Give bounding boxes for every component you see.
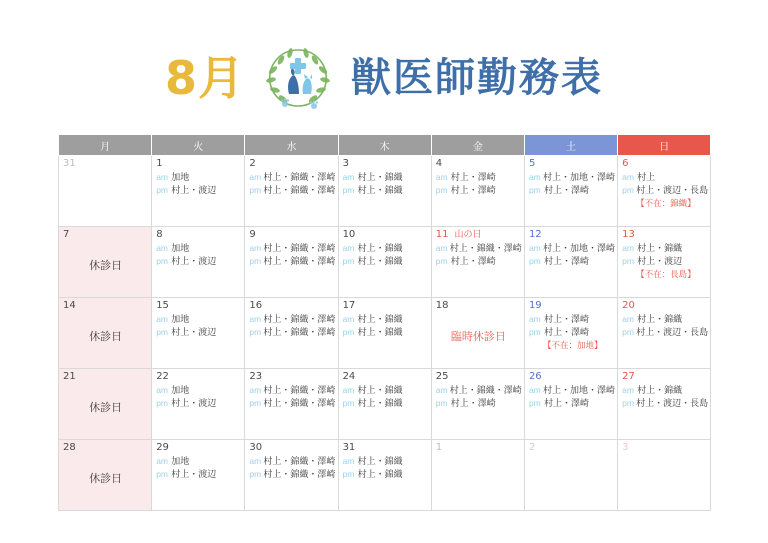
shift-staff-names: 村上・錦織・澤崎: [263, 186, 336, 196]
absence-note: 【不在：長島】: [636, 270, 696, 280]
shift-staff-names: 加地: [171, 315, 190, 325]
shift-period-label: am: [249, 172, 262, 182]
shift-row: [622, 255, 707, 268]
shift-staff-names: 村上・澤崎: [543, 399, 589, 409]
shift-row: [343, 171, 428, 184]
shift-staff-names: 加地: [171, 173, 190, 183]
calendar-day-cell[interactable]: [524, 227, 617, 298]
shift-period-label: pm: [622, 327, 634, 337]
shift-period-label: pm: [435, 185, 448, 195]
day-number: 22: [156, 371, 169, 382]
day-number: 15: [156, 300, 169, 311]
shift-row: [622, 397, 707, 410]
shift-period-label: pm: [342, 185, 355, 195]
day-number: 2: [528, 442, 536, 453]
shift-row: [249, 468, 334, 481]
shift-row: [343, 397, 428, 410]
shift-period-label: am: [342, 172, 355, 182]
shift-staff-names: 村上・錦織: [357, 244, 403, 254]
shift-row: [529, 313, 614, 326]
shift-period-label: am: [156, 385, 168, 395]
shift-staff-names: 村上・澤崎: [450, 173, 496, 183]
calendar-day-cell[interactable]: [152, 298, 245, 369]
shift-period-label: pm: [156, 185, 168, 195]
absence-note: 【不在：錦織】: [636, 199, 696, 209]
shift-row: [529, 171, 614, 184]
shift-staff-names: 村上・澤崎: [543, 257, 589, 267]
shift-period-label: am: [528, 172, 541, 182]
shift-period-label: am: [435, 243, 448, 253]
shift-period-label: pm: [342, 327, 355, 337]
shift-staff-names: 村上・加地・澤崎: [542, 244, 615, 254]
shift-period-label: am: [249, 243, 262, 253]
calendar-day-cell[interactable]: [524, 440, 617, 511]
weekday-header-sun: 日: [618, 135, 711, 156]
shift-period-label: am: [249, 385, 262, 395]
day-number: 9: [249, 229, 256, 240]
calendar-day-cell[interactable]: [59, 298, 152, 369]
temporary-closed-label: 臨時休診日: [450, 330, 506, 343]
month-title: 8月: [164, 51, 245, 105]
shift-staff-names: 村上・澤崎: [450, 257, 496, 267]
shift-staff-names: 加地: [171, 244, 190, 254]
shift-row: [249, 384, 334, 397]
shift-staff-names: 村上・錦織・澤崎: [263, 244, 336, 254]
shift-period-label: pm: [342, 469, 355, 479]
day-number: 24: [342, 371, 356, 382]
day-number: 14: [63, 300, 76, 311]
calendar-week-row: [59, 227, 711, 298]
shift-period-label: pm: [249, 398, 262, 408]
shift-row: [156, 455, 241, 468]
day-number: 17: [342, 300, 356, 311]
shift-staff-names: 村上・錦織: [637, 386, 683, 396]
calendar-day-cell[interactable]: [59, 440, 152, 511]
shift-staff-names: 村上・錦織・澤崎: [263, 470, 336, 480]
calendar-day-cell[interactable]: [524, 369, 617, 440]
shift-row: [436, 397, 521, 410]
day-number: 5: [528, 158, 536, 169]
shift-row: [436, 255, 521, 268]
shift-row: [156, 384, 241, 397]
shift-row: [436, 171, 521, 184]
shift-row: [156, 171, 241, 184]
shift-row: [156, 313, 241, 326]
shift-staff-names: 村上・加地・澤崎: [542, 173, 615, 183]
shift-period-label: am: [435, 172, 448, 182]
shift-staff-names: 村上・澤崎: [450, 399, 496, 409]
shift-row: [343, 184, 428, 197]
shift-period-label: am: [156, 314, 168, 324]
shift-row: [343, 468, 428, 481]
shift-period-label: pm: [528, 256, 541, 266]
day-number: 8: [156, 229, 163, 240]
closed-day-label: 休診日: [89, 472, 123, 485]
weekday-header-thu: 木: [338, 135, 431, 156]
shift-period-label: pm: [342, 398, 355, 408]
shift-row: [249, 313, 334, 326]
shift-row: [156, 326, 241, 339]
shift-staff-names: 村上・錦織・澤崎: [263, 399, 336, 409]
day-number: 13: [622, 229, 635, 240]
shift-period-label: pm: [156, 469, 168, 479]
day-number: 10: [342, 229, 356, 240]
shift-row: [249, 184, 334, 197]
shift-period-label: am: [342, 314, 355, 324]
calendar-day-cell[interactable]: [431, 156, 524, 227]
shift-row: [622, 242, 707, 255]
shift-row: [343, 455, 428, 468]
shift-staff-names: 村上・澤崎: [543, 186, 589, 196]
shift-staff-names: 加地: [171, 386, 190, 396]
dog-cat-wreath-logo: [259, 42, 337, 114]
shift-staff-names: 村上・澤崎: [543, 315, 589, 325]
shift-staff-names: 村上: [637, 173, 656, 183]
calendar-day-cell[interactable]: [152, 369, 245, 440]
calendar-day-cell[interactable]: [59, 227, 152, 298]
calendar-day-cell[interactable]: [245, 298, 338, 369]
shift-period-label: pm: [622, 398, 634, 408]
calendar-day-cell[interactable]: [245, 227, 338, 298]
shift-row: [622, 313, 707, 326]
calendar-body: [59, 156, 711, 511]
day-number: 21: [63, 371, 76, 382]
calendar-day-cell[interactable]: [338, 227, 431, 298]
calendar-day-cell[interactable]: [431, 298, 524, 369]
calendar-week-row: [59, 440, 711, 511]
shift-row: [249, 242, 334, 255]
schedule-calendar: [58, 134, 711, 511]
calendar-week-row: [59, 369, 711, 440]
calendar-day-cell[interactable]: [338, 298, 431, 369]
calendar-day-cell[interactable]: [152, 440, 245, 511]
calendar-day-cell[interactable]: [618, 369, 711, 440]
shift-row: [249, 326, 334, 339]
calendar-day-cell[interactable]: [524, 298, 617, 369]
shift-row: [622, 326, 707, 339]
shift-period-label: am: [342, 385, 355, 395]
closed-day-label: 休診日: [89, 259, 123, 272]
shift-staff-names: 村上・錦織: [637, 315, 683, 325]
day-number: 31: [63, 158, 76, 169]
shift-row: [156, 255, 241, 268]
shift-period-label: am: [342, 243, 355, 253]
shift-period-label: am: [528, 243, 541, 253]
shift-staff-names: 村上・錦織: [357, 399, 403, 409]
calendar-day-cell[interactable]: [338, 440, 431, 511]
calendar-day-cell[interactable]: [618, 298, 711, 369]
calendar-day-cell[interactable]: [431, 227, 524, 298]
day-number: 27: [622, 371, 635, 382]
day-number: 4: [435, 158, 443, 169]
shift-row: [249, 255, 334, 268]
shift-row: [249, 397, 334, 410]
shift-period-label: am: [622, 172, 634, 182]
shift-period-label: pm: [156, 327, 168, 337]
shift-row: [249, 171, 334, 184]
shift-staff-names: 村上・錦織・澤崎: [263, 457, 336, 467]
shift-period-label: pm: [249, 185, 262, 195]
calendar-day-cell[interactable]: [618, 156, 711, 227]
shift-period-label: am: [249, 456, 262, 466]
shift-row: [156, 184, 241, 197]
shift-row: [436, 184, 521, 197]
shift-row: [156, 468, 241, 481]
day-number: 7: [63, 229, 70, 240]
shift-row: [529, 255, 614, 268]
shift-staff-names: 村上・加地・澤崎: [542, 386, 615, 396]
calendar-day-cell[interactable]: [245, 156, 338, 227]
shift-staff-names: 村上・渡辺: [171, 470, 217, 480]
calendar-day-cell[interactable]: [245, 440, 338, 511]
shift-staff-names: 村上・錦織・澤崎: [449, 386, 522, 396]
shift-row: [529, 384, 614, 397]
weekday-header-tue: 火: [152, 135, 245, 156]
calendar-header-row: [59, 135, 711, 156]
day-number: 20: [622, 300, 635, 311]
shift-period-label: pm: [622, 256, 634, 266]
shift-period-label: am: [435, 385, 448, 395]
calendar-day-cell[interactable]: [152, 227, 245, 298]
shift-period-label: am: [528, 314, 541, 324]
shift-row: [436, 242, 521, 255]
weekday-header-fri: 金: [431, 135, 524, 156]
shift-row: [529, 397, 614, 410]
day-number: 11 山の日: [435, 229, 482, 240]
day-number: 31: [342, 442, 356, 453]
calendar-week-row: [59, 298, 711, 369]
shift-period-label: pm: [249, 327, 262, 337]
weekday-header-wed: 水: [245, 135, 338, 156]
shift-staff-names: 村上・錦織: [357, 186, 403, 196]
shift-period-label: pm: [249, 469, 262, 479]
weekday-header-mon: 月: [59, 135, 152, 156]
shift-staff-names: 村上・錦織: [357, 257, 403, 267]
shift-row: [343, 255, 428, 268]
calendar-day-cell[interactable]: [431, 369, 524, 440]
shift-period-label: am: [342, 456, 355, 466]
shift-row: [529, 242, 614, 255]
closed-day-label: 休診日: [89, 401, 123, 414]
shift-row: [343, 313, 428, 326]
day-number: 25: [435, 371, 449, 382]
shift-staff-names: 村上・渡辺・長島: [636, 328, 709, 338]
day-number: 3: [342, 158, 349, 169]
day-number: 3: [622, 442, 629, 453]
day-number: 1: [156, 158, 163, 169]
shift-period-label: am: [156, 456, 168, 466]
day-number: 1: [435, 442, 443, 453]
shift-period-label: am: [622, 385, 634, 395]
shift-staff-names: 村上・錦織・澤崎: [263, 257, 336, 267]
weekday-header-sat: 土: [524, 135, 617, 156]
shift-staff-names: 村上・錦織・澤崎: [263, 386, 336, 396]
shift-row: [622, 384, 707, 397]
shift-period-label: pm: [342, 256, 355, 266]
shift-period-label: pm: [622, 185, 634, 195]
calendar-day-cell[interactable]: [338, 156, 431, 227]
day-number: 28: [63, 442, 76, 453]
shift-period-label: pm: [435, 256, 448, 266]
shift-staff-names: 村上・錦織・澤崎: [263, 328, 336, 338]
closed-day-label: 休診日: [89, 330, 123, 343]
shift-period-label: pm: [528, 185, 541, 195]
shift-staff-names: 村上・錦織: [357, 470, 403, 480]
shift-row: [343, 384, 428, 397]
calendar-day-cell[interactable]: [59, 369, 152, 440]
absence-note: 【不在：加地】: [542, 341, 603, 351]
day-number: 26: [528, 371, 542, 382]
shift-staff-names: 村上・錦織: [357, 173, 403, 183]
day-number: 19: [528, 300, 542, 311]
shift-staff-names: 村上・渡辺・長島: [636, 186, 709, 196]
shift-staff-names: 村上・渡辺: [637, 257, 683, 267]
shift-staff-names: 村上・渡辺: [171, 186, 217, 196]
calendar-day-cell[interactable]: [618, 227, 711, 298]
calendar-day-cell[interactable]: [152, 156, 245, 227]
shift-staff-names: 村上・渡辺: [171, 257, 217, 267]
shift-row: [156, 242, 241, 255]
shift-period-label: pm: [528, 398, 541, 408]
day-number: 6: [622, 158, 629, 169]
shift-period-label: am: [249, 314, 262, 324]
shift-staff-names: 村上・澤崎: [543, 328, 589, 338]
calendar-day-cell[interactable]: [431, 440, 524, 511]
shift-period-label: pm: [249, 256, 262, 266]
shift-row: [622, 184, 707, 197]
shift-period-label: pm: [528, 327, 541, 337]
day-number: 23: [249, 371, 263, 382]
shift-row: [529, 184, 614, 197]
shift-period-label: pm: [156, 256, 168, 266]
shift-row: [343, 326, 428, 339]
day-number: 29: [156, 442, 169, 453]
shift-staff-names: 村上・渡辺: [171, 399, 217, 409]
shift-staff-names: 村上・錦織・澤崎: [263, 173, 336, 183]
shift-row: [622, 171, 707, 184]
shift-staff-names: 村上・錦織・澤崎: [449, 244, 522, 254]
shift-period-label: am: [528, 385, 541, 395]
shift-row: [436, 384, 521, 397]
page-title: 獣医師勤務表: [351, 55, 603, 101]
shift-row: [249, 455, 334, 468]
page-header: [0, 38, 768, 118]
day-number: 18: [435, 300, 449, 311]
calendar-week-row: [59, 156, 711, 227]
calendar-day-cell[interactable]: [338, 369, 431, 440]
shift-row: [343, 242, 428, 255]
calendar-day-cell[interactable]: [524, 156, 617, 227]
shift-row: [529, 326, 614, 339]
shift-staff-names: 村上・錦織: [357, 386, 403, 396]
shift-period-label: am: [156, 243, 168, 253]
shift-period-label: am: [622, 243, 634, 253]
shift-period-label: am: [622, 314, 634, 324]
shift-period-label: pm: [435, 398, 448, 408]
shift-staff-names: 村上・錦織: [637, 244, 683, 254]
shift-staff-names: 加地: [171, 457, 190, 467]
calendar-day-cell[interactable]: [245, 369, 338, 440]
shift-staff-names: 村上・錦織: [357, 457, 403, 467]
shift-staff-names: 村上・錦織: [357, 315, 403, 325]
calendar-day-cell[interactable]: [618, 440, 711, 511]
holiday-note: 山の日: [454, 230, 482, 240]
calendar-day-cell[interactable]: [59, 156, 152, 227]
shift-staff-names: 村上・渡辺・長島: [636, 399, 709, 409]
day-number: 12: [528, 229, 542, 240]
day-number: 30: [249, 442, 263, 453]
shift-staff-names: 村上・渡辺: [171, 328, 217, 338]
shift-staff-names: 村上・錦織: [357, 328, 403, 338]
shift-staff-names: 村上・澤崎: [450, 186, 496, 196]
shift-period-label: am: [156, 172, 168, 182]
shift-period-label: pm: [156, 398, 168, 408]
day-number: 2: [249, 158, 256, 169]
shift-staff-names: 村上・錦織・澤崎: [263, 315, 336, 325]
shift-row: [156, 397, 241, 410]
day-number: 16: [249, 300, 263, 311]
